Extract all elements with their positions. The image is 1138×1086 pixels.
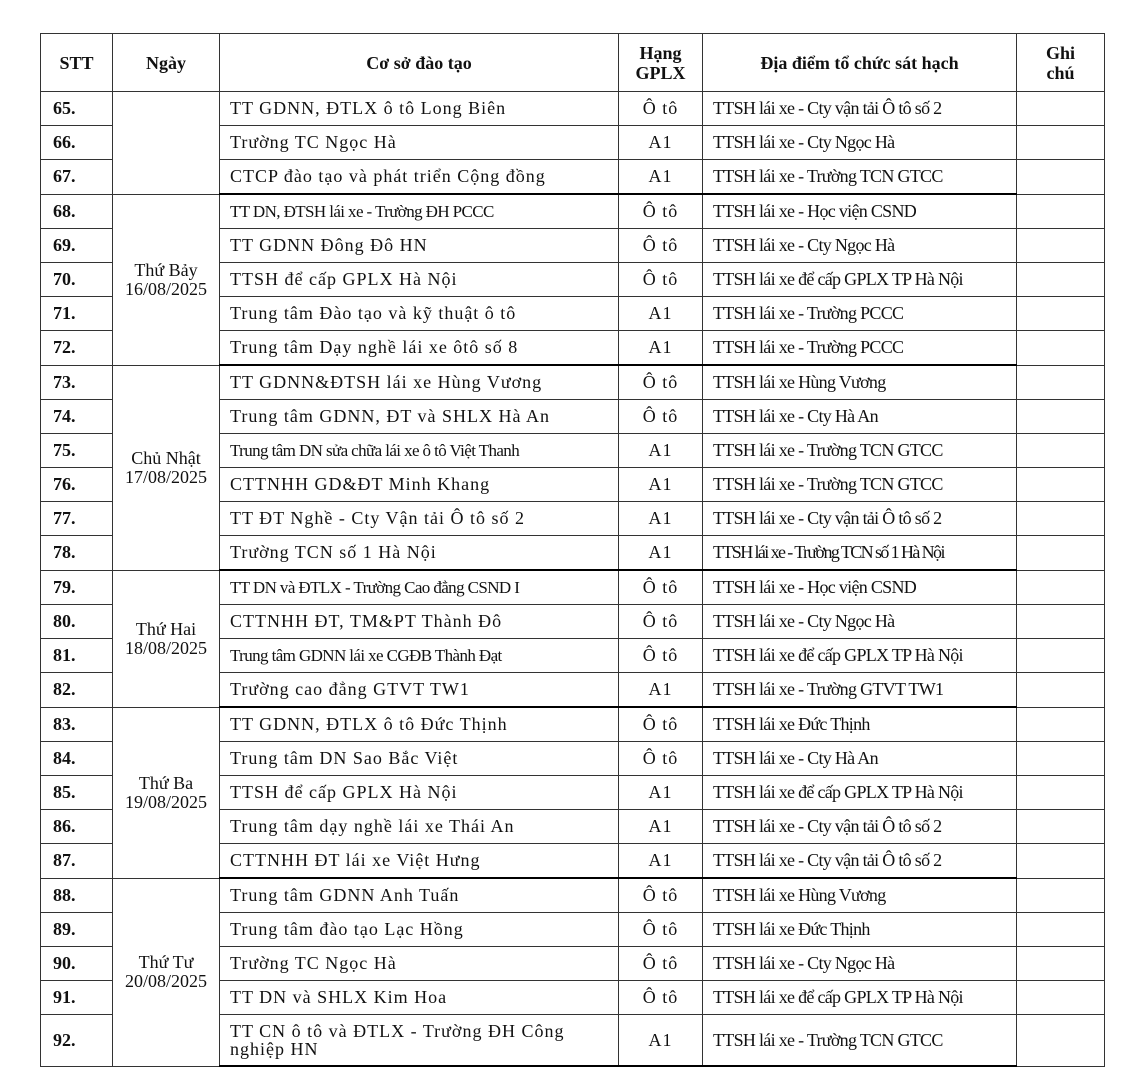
license-class: A1 (619, 502, 703, 536)
header-day: Ngày (113, 34, 220, 92)
exam-schedule-table (40, 33, 1105, 1067)
day-name: Chủ Nhật (131, 447, 201, 468)
license-class: Ô tô (619, 570, 703, 605)
exam-location: TTSH lái xe để cấp GPLX TP Hà Nội (703, 981, 1017, 1015)
note-cell (1017, 297, 1105, 331)
exam-location: TTSH lái xe - Trường PCCC (703, 331, 1017, 366)
license-class: Ô tô (619, 913, 703, 947)
note-cell (1017, 844, 1105, 879)
license-class: A1 (619, 434, 703, 468)
row-number: 85. (41, 776, 113, 810)
exam-location: TTSH lái xe - Trường TCN GTCC (703, 468, 1017, 502)
training-school: Trung tâm đào tạo Lạc Hồng (220, 913, 619, 947)
training-school: TT GDNN, ĐTLX ô tô Đức Thịnh (220, 707, 619, 742)
training-school: TT GDNN Đông Đô HN (220, 229, 619, 263)
exam-location: TTSH lái xe - Cty vận tải Ô tô số 2 (703, 844, 1017, 879)
license-class: A1 (619, 673, 703, 708)
exam-location: TTSH lái xe - Cty Hà An (703, 742, 1017, 776)
header-license-class (619, 34, 703, 92)
note-cell (1017, 126, 1105, 160)
exam-location: TTSH lái xe - Trường PCCC (703, 297, 1017, 331)
exam-location: TTSH lái xe - Trường GTVT TW1 (703, 673, 1017, 708)
row-number: 87. (41, 844, 113, 879)
day-cell-tuesday (113, 707, 220, 878)
license-class: A1 (619, 468, 703, 502)
row-number: 66. (41, 126, 113, 160)
header-note-line2: chú (1046, 62, 1075, 83)
row-number: 83. (41, 707, 113, 742)
license-class: A1 (619, 331, 703, 366)
row-number: 67. (41, 160, 113, 195)
training-school: Trường TC Ngọc Hà (220, 947, 619, 981)
note-cell (1017, 947, 1105, 981)
note-cell (1017, 776, 1105, 810)
day-date: 16/08/2025 (124, 278, 207, 299)
day-name: Thứ Bảy (134, 259, 198, 280)
training-school: Trường TC Ngọc Hà (220, 126, 619, 160)
training-school: Trung tâm GDNN, ĐT và SHLX Hà An (220, 400, 619, 434)
day-date: 20/08/2025 (124, 971, 207, 991)
training-school: Trường TCN số 1 Hà Nội (220, 536, 619, 571)
row-number: 76. (41, 468, 113, 502)
exam-location: TTSH lái xe Đức Thịnh (703, 707, 1017, 742)
exam-location: TTSH lái xe - Cty vận tải Ô tô số 2 (703, 92, 1017, 126)
license-class: A1 (619, 160, 703, 195)
row-number: 92. (41, 1015, 113, 1067)
training-school: Trung tâm GDNN Anh Tuấn (220, 878, 619, 913)
header-location: Địa điểm tổ chức sát hạch (703, 34, 1017, 92)
training-school: CTTNHH GD&ĐT Minh Khang (220, 468, 619, 502)
training-school: Trung tâm Đào tạo và kỹ thuật ô tô (220, 297, 619, 331)
exam-location: TTSH lái xe để cấp GPLX TP Hà Nội (703, 263, 1017, 297)
note-cell (1017, 434, 1105, 468)
training-school: Trung tâm Dạy nghề lái xe ôtô số 8 (220, 331, 619, 366)
row-number: 65. (41, 92, 113, 126)
day-date: 19/08/2025 (124, 791, 207, 812)
note-cell (1017, 536, 1105, 571)
license-class: A1 (619, 810, 703, 844)
row-number: 74. (41, 400, 113, 434)
row-number: 86. (41, 810, 113, 844)
note-cell (1017, 810, 1105, 844)
schedule-document (40, 33, 1104, 1067)
license-class: A1 (619, 297, 703, 331)
exam-location: TTSH lái xe - Học viện CSND (703, 570, 1017, 605)
note-cell (1017, 263, 1105, 297)
note-cell (1017, 878, 1105, 913)
row-number: 73. (41, 365, 113, 400)
header-stt: STT (41, 34, 113, 92)
license-class: A1 (619, 1015, 703, 1067)
day-date: 17/08/2025 (124, 466, 207, 487)
training-school: TT DN và SHLX Kim Hoa (220, 981, 619, 1015)
note-cell (1017, 365, 1105, 400)
day-name: Thứ Tư (138, 952, 194, 972)
license-class: A1 (619, 844, 703, 879)
note-cell (1017, 707, 1105, 742)
note-cell (1017, 92, 1105, 126)
row-number: 70. (41, 263, 113, 297)
training-school: CTTNHH ĐT, TM&PT Thành Đô (220, 605, 619, 639)
note-cell (1017, 194, 1105, 229)
training-school: TT GDNN&ĐTSH lái xe Hùng Vương (220, 365, 619, 400)
row-number: 69. (41, 229, 113, 263)
exam-location: TTSH lái xe Hùng Vương (703, 878, 1017, 913)
table-row (41, 570, 1105, 605)
note-cell (1017, 400, 1105, 434)
license-class: Ô tô (619, 947, 703, 981)
table-row (41, 707, 1105, 742)
exam-location: TTSH lái xe để cấp GPLX TP Hà Nội (703, 639, 1017, 673)
exam-location: TTSH lái xe - Cty Ngọc Hà (703, 229, 1017, 263)
exam-location: TTSH lái xe - Trường TCN GTCC (703, 1015, 1017, 1067)
row-number: 78. (41, 536, 113, 571)
exam-location: TTSH lái xe Đức Thịnh (703, 913, 1017, 947)
row-number: 80. (41, 605, 113, 639)
training-school: Trung tâm DN sửa chữa lái xe ô tô Việt Thanh (220, 434, 619, 468)
note-cell (1017, 742, 1105, 776)
license-class: A1 (619, 776, 703, 810)
exam-location: TTSH lái xe - Cty Hà An (703, 400, 1017, 434)
note-cell (1017, 605, 1105, 639)
note-cell (1017, 331, 1105, 366)
exam-location: TTSH lái xe - Học viện CSND (703, 194, 1017, 229)
exam-location: TTSH lái xe - Cty vận tải Ô tô số 2 (703, 810, 1017, 844)
license-class: Ô tô (619, 707, 703, 742)
row-number: 72. (41, 331, 113, 366)
table-row (41, 194, 1105, 229)
training-school: TT CN ô tô và ĐTLX - Trường ĐH Công nghiệp HN (220, 1015, 619, 1067)
license-class: Ô tô (619, 365, 703, 400)
training-school: TT ĐT Nghề - Cty Vận tải Ô tô số 2 (220, 502, 619, 536)
training-school: TTSH để cấp GPLX Hà Nội (220, 263, 619, 297)
license-class: Ô tô (619, 742, 703, 776)
training-school: Trung tâm GDNN lái xe CGĐB Thành Đạt (220, 639, 619, 673)
header-note (1017, 34, 1105, 92)
exam-location: TTSH lái xe - Cty Ngọc Hà (703, 947, 1017, 981)
day-date: 18/08/2025 (124, 637, 207, 658)
training-school: TTSH để cấp GPLX Hà Nội (220, 776, 619, 810)
exam-location: TTSH lái xe - Cty Ngọc Hà (703, 126, 1017, 160)
row-number: 75. (41, 434, 113, 468)
license-class: Ô tô (619, 263, 703, 297)
row-number: 84. (41, 742, 113, 776)
exam-location: TTSH lái xe - Trường TCN GTCC (703, 434, 1017, 468)
header-note-line1: Ghi (1045, 42, 1075, 63)
training-school: TT GDNN, ĐTLX ô tô Long Biên (220, 92, 619, 126)
header-license-class-line1: Hạng (639, 42, 682, 63)
exam-location: TTSH lái xe - Cty Ngọc Hà (703, 605, 1017, 639)
note-cell (1017, 673, 1105, 708)
training-school: Trường cao đẳng GTVT TW1 (220, 673, 619, 708)
exam-location: TTSH lái xe - Trường TCN số 1 Hà Nội (703, 536, 1017, 571)
note-cell (1017, 1015, 1105, 1067)
exam-location: TTSH lái xe để cấp GPLX TP Hà Nội (703, 776, 1017, 810)
row-number: 91. (41, 981, 113, 1015)
row-number: 82. (41, 673, 113, 708)
row-number: 81. (41, 639, 113, 673)
row-number: 88. (41, 878, 113, 913)
exam-location: TTSH lái xe - Trường TCN GTCC (703, 160, 1017, 195)
row-number: 68. (41, 194, 113, 229)
note-cell (1017, 160, 1105, 195)
license-class: Ô tô (619, 194, 703, 229)
license-class: A1 (619, 536, 703, 571)
license-class: Ô tô (619, 878, 703, 913)
day-cell-wednesday (113, 878, 220, 1066)
day-cell-continued (113, 92, 220, 195)
note-cell (1017, 981, 1105, 1015)
day-cell-sunday (113, 365, 220, 570)
row-number: 79. (41, 570, 113, 605)
training-school: CTCP đào tạo và phát triển Cộng đồng (220, 160, 619, 195)
day-cell-saturday (113, 194, 220, 365)
header-school: Cơ sở đào tạo (220, 34, 619, 92)
training-school: Trung tâm DN Sao Bắc Việt (220, 742, 619, 776)
training-school: TT DN, ĐTSH lái xe - Trường ĐH PCCC (220, 194, 619, 229)
day-name: Thứ Hai (135, 618, 197, 639)
license-class: Ô tô (619, 92, 703, 126)
exam-location: TTSH lái xe - Cty vận tải Ô tô số 2 (703, 502, 1017, 536)
training-school: Trung tâm dạy nghề lái xe Thái An (220, 810, 619, 844)
note-cell (1017, 570, 1105, 605)
license-class: Ô tô (619, 981, 703, 1015)
header-row (41, 34, 1105, 92)
table-row (41, 365, 1105, 400)
row-number: 89. (41, 913, 113, 947)
training-school: CTTNHH ĐT lái xe Việt Hưng (220, 844, 619, 879)
row-number: 90. (41, 947, 113, 981)
note-cell (1017, 468, 1105, 502)
row-number: 71. (41, 297, 113, 331)
note-cell (1017, 229, 1105, 263)
note-cell (1017, 639, 1105, 673)
header-license-class-line2: GPLX (635, 62, 686, 83)
license-class: Ô tô (619, 605, 703, 639)
day-cell-monday (113, 570, 220, 707)
license-class: Ô tô (619, 639, 703, 673)
license-class: Ô tô (619, 229, 703, 263)
note-cell (1017, 502, 1105, 536)
table-row (41, 878, 1105, 913)
training-school: TT DN và ĐTLX - Trường Cao đẳng CSND I (220, 570, 619, 605)
day-name: Thứ Ba (138, 772, 194, 793)
license-class: Ô tô (619, 400, 703, 434)
note-cell (1017, 913, 1105, 947)
license-class: A1 (619, 126, 703, 160)
table-row (41, 92, 1105, 126)
exam-location: TTSH lái xe Hùng Vương (703, 365, 1017, 400)
row-number: 77. (41, 502, 113, 536)
